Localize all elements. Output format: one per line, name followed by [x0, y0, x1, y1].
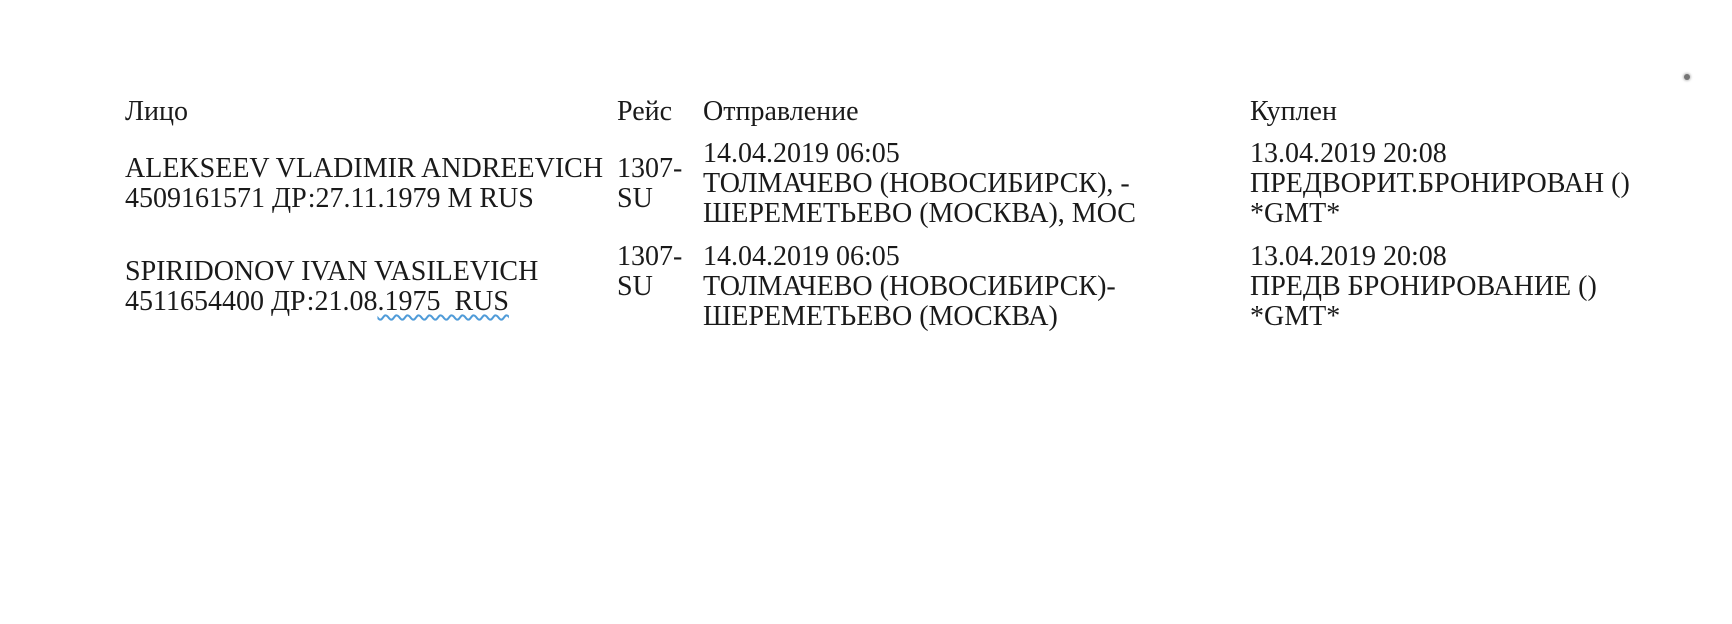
table-row: [125, 242, 1685, 332]
departure-origin: ТОЛМАЧЕВО (НОВОСИБИРСК)-: [703, 271, 1116, 302]
person-name: ALEKSEEV VLADIMIR ANDREEVICH: [125, 153, 604, 184]
departure-datetime: 14.04.2019 06:05: [703, 241, 900, 272]
col-header-purchased-label: Куплен: [1250, 96, 1337, 127]
departure-cell: [703, 242, 1250, 332]
col-header-departure: [703, 97, 1250, 127]
flight-number: 1307-: [617, 153, 683, 184]
purchased-datetime: 13.04.2019 20:08: [1250, 241, 1447, 272]
person-name: SPIRIDONOV IVAN VASILEVICH: [125, 256, 539, 287]
departure-cell: [703, 139, 1250, 229]
departure-origin: ТОЛМАЧЕВО (НОВОСИБИРСК), -: [703, 168, 1130, 199]
stray-dot-artifact: [1684, 74, 1690, 80]
flight-carrier: SU: [617, 271, 653, 302]
col-header-person-label: Лицо: [125, 96, 188, 127]
col-header-flight-label: Рейс: [617, 96, 673, 127]
table-header-row: [125, 97, 1685, 127]
departure-destination: ШЕРЕМЕТЬЕВО (МОСКВА): [703, 301, 1058, 332]
person-document: [125, 287, 617, 317]
purchased-timezone: *GMT*: [1250, 198, 1341, 229]
flight-cell: [617, 139, 703, 229]
booking-table: [125, 97, 1685, 332]
col-header-person: [125, 97, 617, 127]
flight-cell: [617, 242, 703, 332]
col-header-departure-label: Отправление: [703, 96, 859, 127]
purchased-cell: [1250, 242, 1685, 332]
purchased-timezone: *GMT*: [1250, 301, 1341, 332]
purchased-datetime: 13.04.2019 20:08: [1250, 138, 1447, 169]
departure-datetime: 14.04.2019 06:05: [703, 138, 900, 169]
col-header-purchased: [1250, 97, 1685, 127]
table-row: [125, 139, 1685, 229]
person-cell: [125, 139, 617, 229]
purchased-cell: [1250, 139, 1685, 229]
flight-carrier: SU: [617, 183, 653, 214]
grammar-squiggle-text: .1975 RUS: [377, 286, 509, 317]
purchased-status: ПРЕДВОРИТ.БРОНИРОВАН (): [1250, 168, 1630, 199]
col-header-flight: [617, 97, 703, 127]
purchased-status: ПРЕДВ БРОНИРОВАНИЕ (): [1250, 271, 1597, 302]
person-document-prefix: 4511654400 ДР:21.08: [125, 286, 378, 317]
flight-number: 1307-: [617, 241, 683, 272]
person-cell: [125, 242, 617, 332]
departure-destination: ШЕРЕМЕТЬЕВО (МОСКВА), МОС: [703, 198, 1136, 229]
person-document: 4509161571 ДР:27.11.1979 M RUS: [125, 183, 534, 214]
